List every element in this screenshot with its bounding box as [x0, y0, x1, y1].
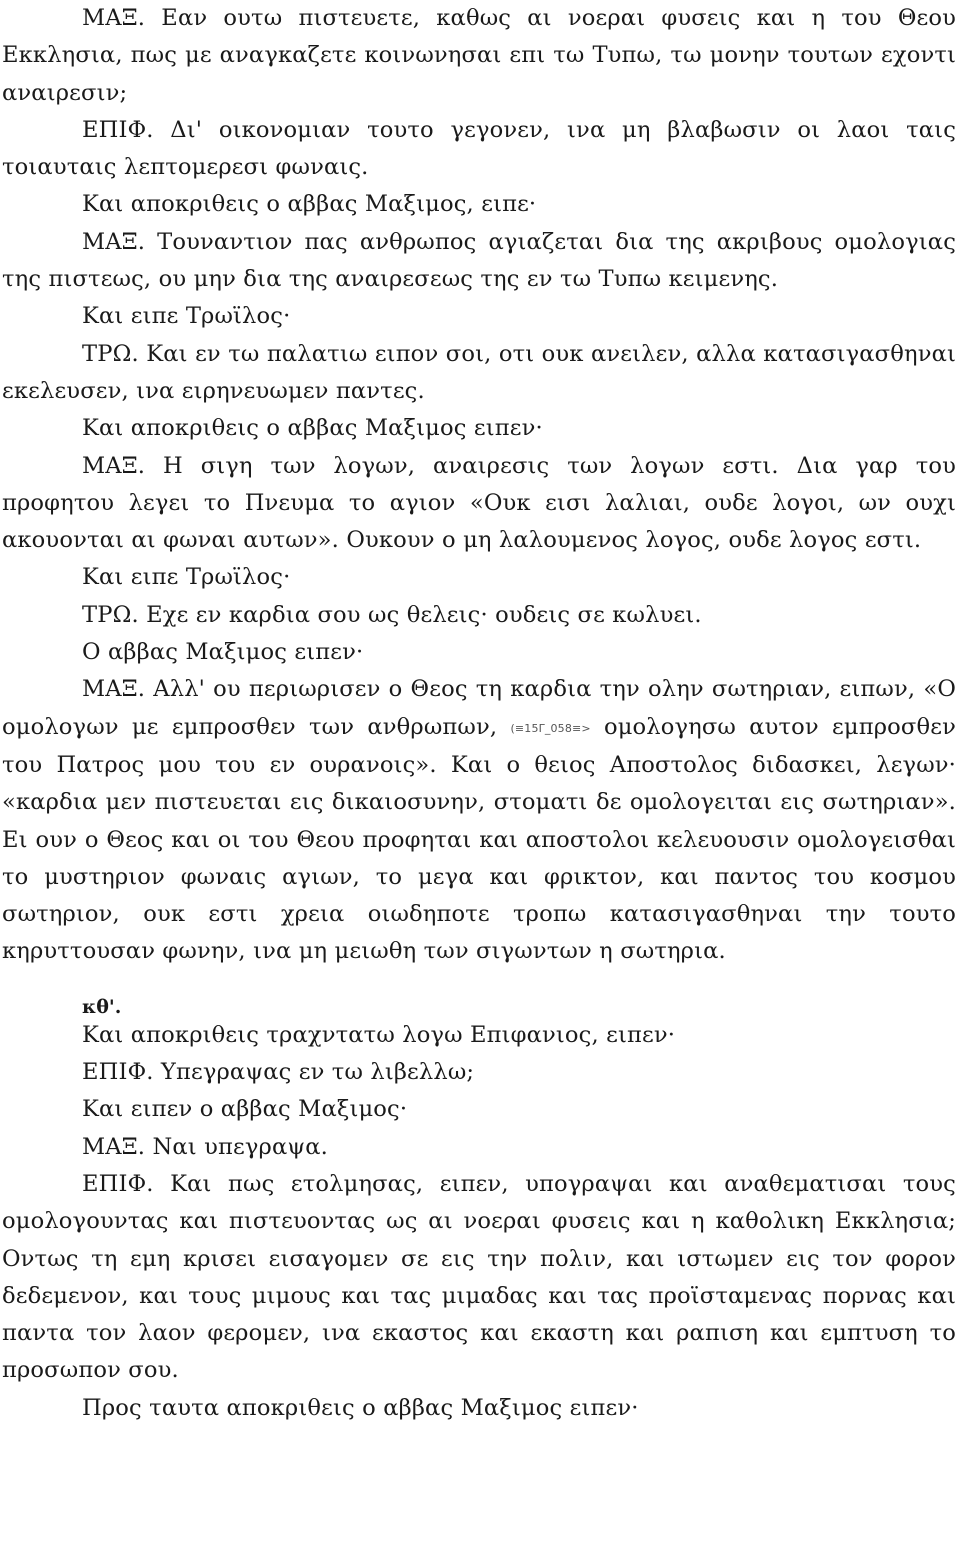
- page-marker: (≡15Γ_058≡>: [510, 721, 591, 735]
- paragraph-max-objection: ΜΑΞ. Εαν ουτω πιστευετε, καθως αι νοεραι φυσεις και η του Θεου Εκκλησια, πως με αναγκαζετε κοινωνησαι επι τω Τυπω, τω μονην τουτων εχοντι αναιρεσιν;: [2, 5, 956, 106]
- paragraph-narration: Και αποκριθεις ο αββας Μαξιμος, ειπε·: [82, 191, 537, 218]
- paragraph-narration: Και αποκριθεις ο αββας Μαξιμος ειπεν·: [82, 415, 543, 442]
- paragraph-narration: Και ειπε Τρωϊλος·: [82, 564, 291, 591]
- paragraph-epiph-threat: ΕΠΙΦ. Και πως ετολμησας, ειπεν, υπογραψαι και αναθεματισαι τους ομολογουντας και πιστευοντας ως αι νοεραι φυσεις και η καθολικη Εκκλησια; Οντως τη εμη κρισει εισαγομεν σε εις την πολιν, και ιστωμεν εις τον φορον δεδεμενον, και τους μιμους και τας μιμαδας και τας προϊσταμενας πορνας και παντα τον λαον φερομεν, ινα εκαστος και εκαστη και ραπιση και εμπτυση το προσωπον σου.: [2, 1170, 956, 1384]
- section-gap: [2, 971, 956, 997]
- paragraph-narration: Και ειπε Τρωϊλος·: [82, 303, 291, 330]
- paragraph-narration: Προς ταυτα αποκριθεις ο αββας Μαξιμος ειπεν·: [82, 1394, 639, 1421]
- paragraph-max-silence: ΜΑΞ. Η σιγη των λογων, αναιρεσις των λογων εστι. Δια γαρ του προφητου λεγει το Πνευμα το αγιον «Ουκ εισι λαλιαι, ουδε λογοι, ων ουχι ακουονται αι φωναι αυτων». Ουκουν ο μη λαλουμενος λογος, ουδε λογος εστι.: [2, 452, 956, 554]
- paragraph-max-answer: ΜΑΞ. Ναι υπεγραψα.: [82, 1133, 328, 1160]
- paragraph-narration: Και αποκριθεις τραχντατω λογω Επιφανιος, ειπεν·: [82, 1021, 676, 1048]
- paragraph-max-confession: ΜΑΞ. Τουναντιον πας ανθρωπος αγιαζεται δια της ακριβους ομολογιας της πιστεως, ου μην δια της αναιρεσεως της εν τω Τυπω κειμενης.: [2, 228, 956, 293]
- paragraph-epiph-economy: ΕΠΙΦ. Δι' οικονομιαν τουτο γεγονεν, ινα μη βλαβωσιν οι λαοι ταις τοιαυταις λεπτομερεσι φωναις.: [2, 116, 956, 181]
- paragraph-tro-heart: ΤΡΩ. Εχε εν καρδια σου ως θελεις· ουδεις σε κωλυει.: [82, 601, 702, 628]
- paragraph-epiph-question: ΕΠΙΦ. Υπεγραψας εν τω λιβελλω;: [82, 1059, 475, 1086]
- paragraph-text: ΜΑΞ. Αλλ' ου περιωρισεν ο Θεος τη καρδια την ολην σωτηριαν, ειπων, «Ο ομολογων με εμπροσθεν των ανθρωπων,: [2, 676, 956, 740]
- paragraph-max-salvation: [2, 671, 956, 970]
- paragraph-tro-palace: ΤΡΩ. Και εν τω παλατιω ειπον σοι, οτι ουκ ανειλεν, αλλα κατασιγασθηναι εκελευσεν, ινα ειρηνευωμεν παντες.: [2, 340, 956, 404]
- section-number: κθ'.: [82, 995, 122, 1018]
- paragraph-text: ομολογησω αυτον εμπροσθεν του Πατρος μου του εν ουρανοις». Και ο θειος Αποστολος διδασκει, λεγων· «καρδια μεν πιστευεται εις δικαιοσυνην, στοματι δε ομολογειται εις σωτηριαν». Ει ουν ο Θεος και οι του Θεου προφηται και αποστολοι κελευουσιν ομολογεισθαι το μυστηριον φωναις αγιων, το μεγα και φρικτον, και παντος του κοσμου σωτηριον, ουκ εστι χρεια οιωδηποτε τροπω κατασιγασθηναι την τουτο κηρυττουσαν φωνην, ινα μη μειωθη των σιγωντων η σωτηρια.: [2, 713, 957, 965]
- paragraph-narration: Ο αββας Μαξιμος ειπεν·: [82, 639, 364, 666]
- paragraph-narration: Και ειπεν ο αββας Μαξιμος·: [82, 1096, 408, 1123]
